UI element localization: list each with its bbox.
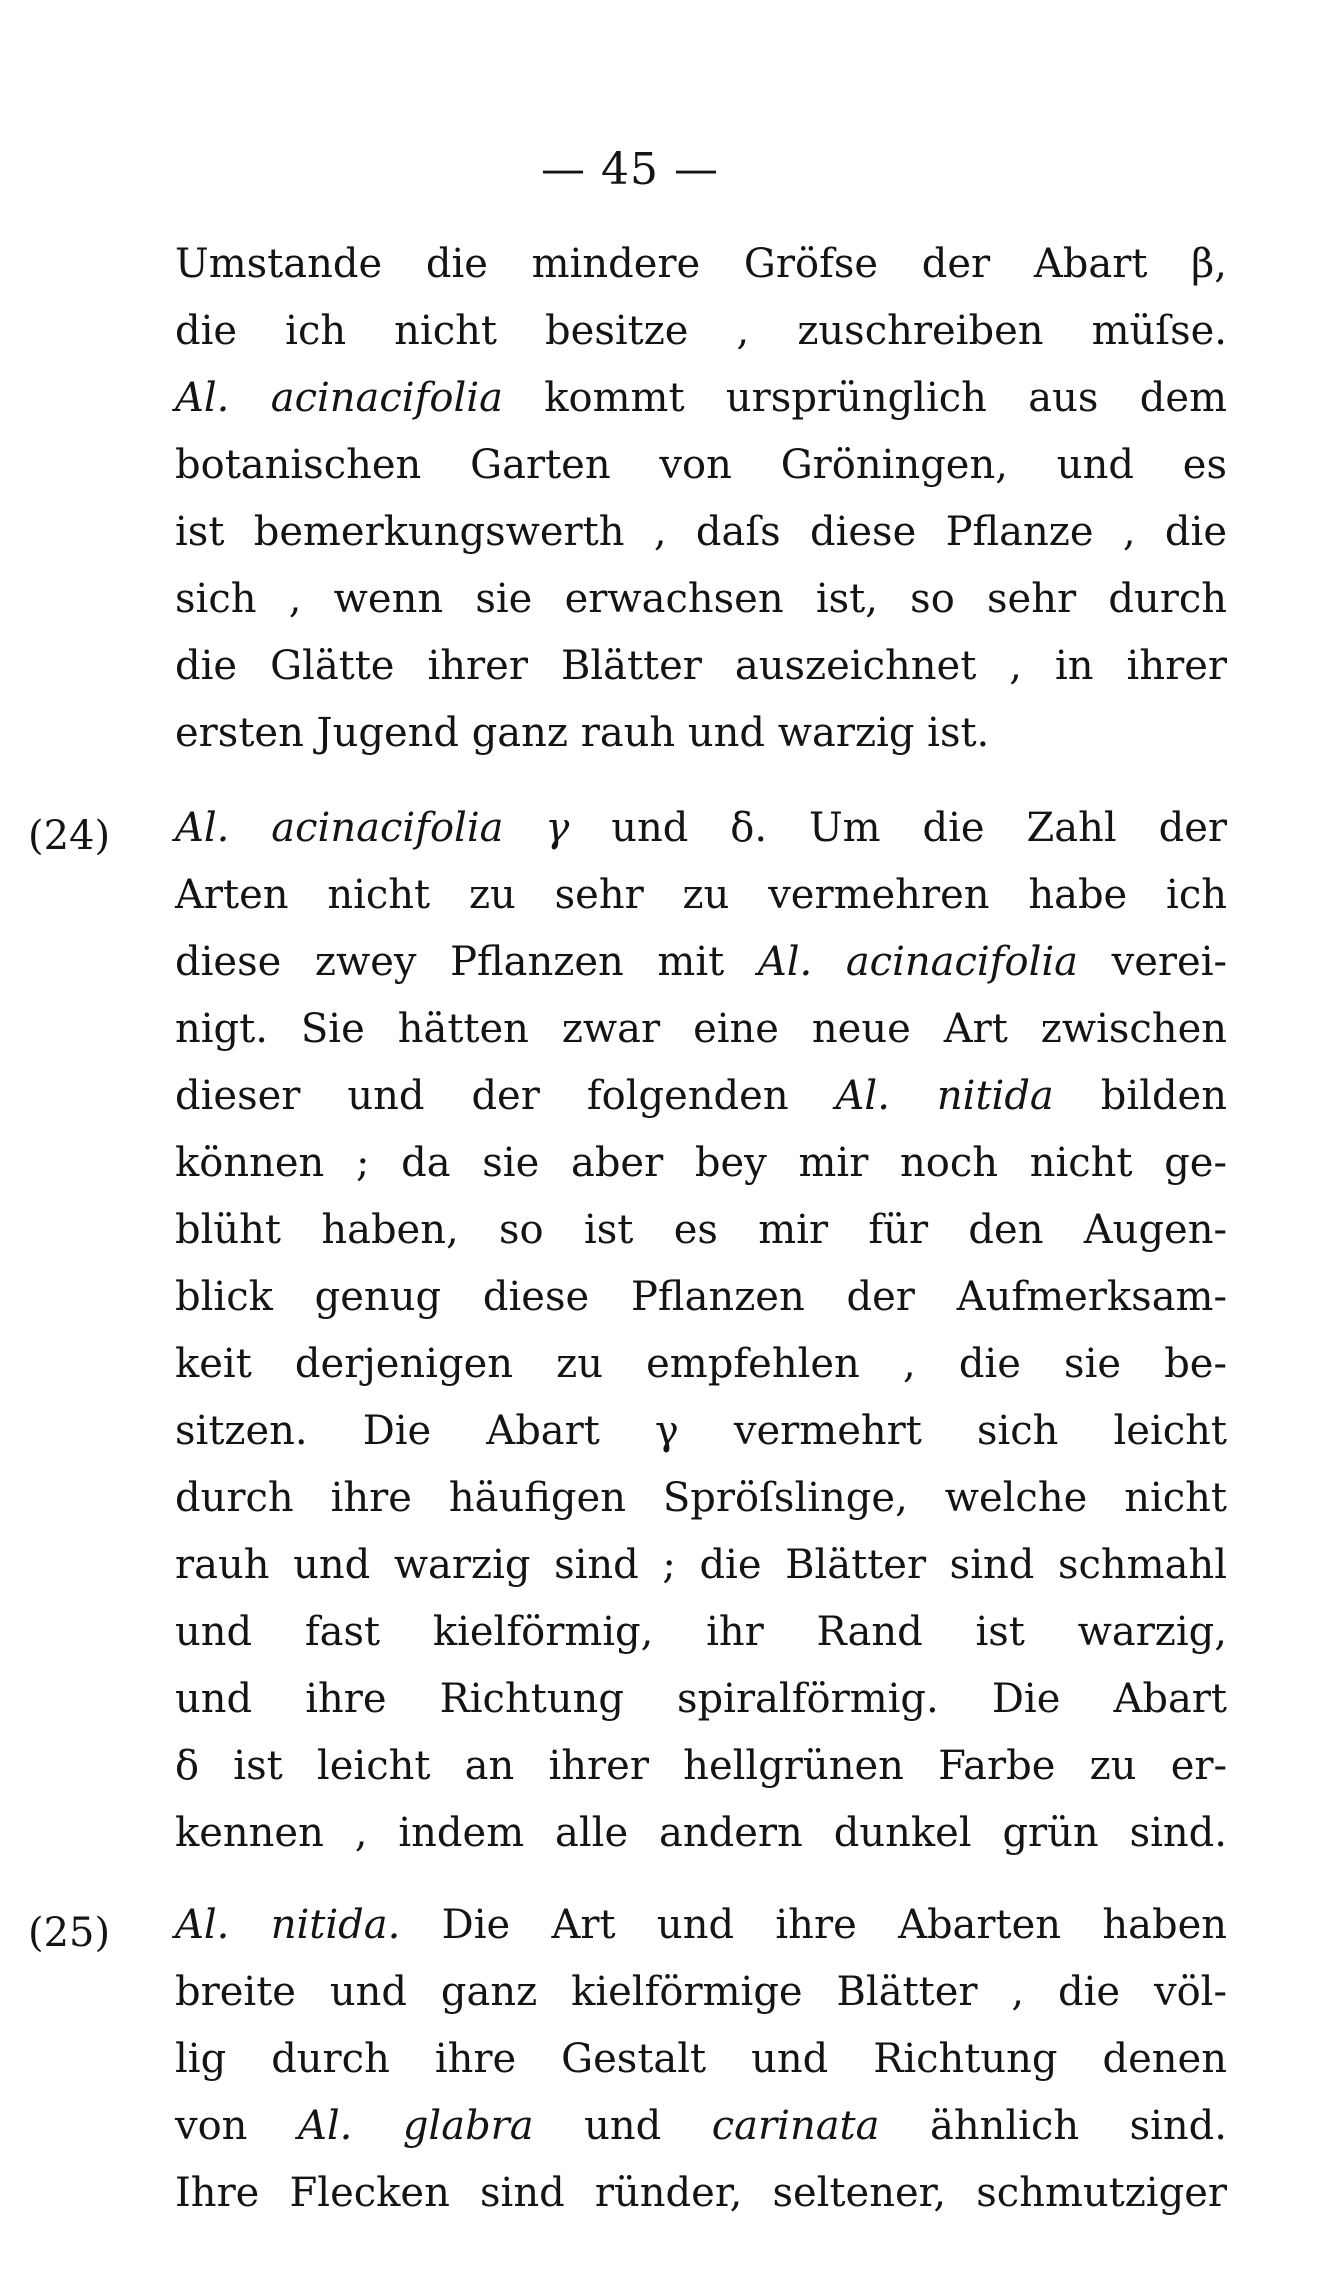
text-line bbox=[175, 1202, 1227, 1258]
text-line bbox=[175, 370, 1227, 426]
text-run: lig durch ihre Gestalt und Richtung denen bbox=[175, 2036, 1227, 2082]
text-run: und fast kielförmig, ihr Rand ist warzig, bbox=[175, 1609, 1227, 1655]
text-run: Umstande die mindere Gröfse der Abart β, bbox=[175, 241, 1227, 287]
text-run: können ; da sie aber bey mir noch nicht ge- bbox=[175, 1140, 1227, 1186]
text-line bbox=[175, 867, 1227, 923]
text-line bbox=[175, 1135, 1227, 1191]
text-run: blüht haben, so ist es mir für den Augen- bbox=[175, 1207, 1227, 1253]
text-line bbox=[175, 303, 1227, 359]
text-run: und bbox=[533, 2103, 712, 2149]
text-line bbox=[175, 571, 1227, 627]
text-line bbox=[175, 1964, 1227, 2020]
text-run: durch ihre häufigen Spröſslinge, welche nicht bbox=[175, 1475, 1227, 1521]
text-run: nigt. Sie hätten zwar eine neue Art zwischen bbox=[175, 1006, 1227, 1052]
italic-text: Al. acinacifolia γ bbox=[175, 805, 570, 851]
page-number: — 45 — bbox=[541, 144, 719, 195]
text-run: und ihre Richtung spiralförmig. Die Abart bbox=[175, 1676, 1227, 1722]
text-line bbox=[175, 236, 1227, 292]
text-line bbox=[175, 1604, 1227, 1660]
text-run: ist bemerkungswerth , daſs diese Pflanze , die bbox=[175, 509, 1227, 555]
text-line bbox=[175, 1897, 1227, 1953]
text-run: blick genug diese Pflanzen der Aufmerksam- bbox=[175, 1274, 1227, 1320]
text-run: Arten nicht zu sehr zu vermehren habe ich bbox=[175, 872, 1227, 918]
text-run: dieser und der folgenden bbox=[175, 1073, 836, 1119]
text-line bbox=[175, 504, 1227, 560]
text-run: von bbox=[175, 2103, 298, 2149]
italic-text: Al. nitida. bbox=[175, 1902, 401, 1948]
text-run: bilden bbox=[1053, 1073, 1227, 1119]
text-run: die Glätte ihrer Blätter auszeichnet , in ihrer bbox=[175, 643, 1227, 689]
text-line bbox=[175, 1738, 1227, 1794]
text-line bbox=[175, 1805, 1227, 1861]
text-line bbox=[175, 800, 1227, 856]
text-run: breite und ganz kielförmige Blätter , die völ- bbox=[175, 1969, 1227, 2015]
text-run: und δ. Um die Zahl der bbox=[569, 805, 1227, 851]
text-line bbox=[175, 1068, 1227, 1124]
text-run: kennen , indem alle andern dunkel grün sind. bbox=[175, 1810, 1227, 1856]
text-run: die ich nicht besitze , zuschreiben müſse. bbox=[175, 308, 1227, 354]
text-line bbox=[175, 1336, 1227, 1392]
text-run: Die Art und ihre Abarten haben bbox=[400, 1902, 1228, 1948]
text-line bbox=[175, 1470, 1227, 1526]
text-run: ersten Jugend ganz rauh und warzig ist. bbox=[175, 710, 990, 756]
text-line bbox=[175, 2031, 1227, 2087]
italic-text: Al. acinacifolia bbox=[757, 939, 1079, 985]
text-line bbox=[175, 1671, 1227, 1727]
text-run: Ihre Flecken sind ründer, seltener, schmutziger bbox=[175, 2170, 1227, 2216]
italic-text: carinata bbox=[711, 2103, 880, 2149]
text-line bbox=[175, 2098, 1227, 2154]
text-run: keit derjenigen zu empfehlen , die sie be- bbox=[175, 1341, 1227, 1387]
italic-text: Al. acinacifolia bbox=[175, 375, 503, 421]
text-line bbox=[175, 1537, 1227, 1593]
text-line bbox=[175, 437, 1227, 493]
text-line bbox=[175, 1269, 1227, 1325]
text-line bbox=[175, 934, 1227, 990]
text-run: kommt ursprünglich aus dem bbox=[502, 375, 1227, 421]
note-number: (25) bbox=[28, 1910, 111, 1956]
text-line bbox=[175, 1403, 1227, 1459]
text-run: δ ist leicht an ihrer hellgrünen Farbe zu er- bbox=[175, 1743, 1227, 1789]
text-line bbox=[175, 2165, 1227, 2221]
text-run: verei- bbox=[1078, 939, 1228, 985]
text-line bbox=[175, 1001, 1227, 1057]
italic-text: Al. glabra bbox=[297, 2103, 534, 2149]
text-run: ähnlich sind. bbox=[879, 2103, 1227, 2149]
text-line bbox=[175, 638, 1227, 694]
italic-text: Al. nitida bbox=[835, 1073, 1054, 1119]
text-run: sich , wenn sie erwachsen ist, so sehr durch bbox=[175, 576, 1227, 622]
text-run: rauh und warzig sind ; die Blätter sind schmahl bbox=[175, 1542, 1227, 1588]
note-number: (24) bbox=[28, 813, 111, 859]
text-run: diese zwey Pflanzen mit bbox=[175, 939, 758, 985]
text-run: sitzen. Die Abart γ vermehrt sich leicht bbox=[175, 1408, 1227, 1454]
text-run: botanischen Garten von Gröningen, und es bbox=[175, 442, 1227, 488]
text-line bbox=[175, 705, 1227, 761]
